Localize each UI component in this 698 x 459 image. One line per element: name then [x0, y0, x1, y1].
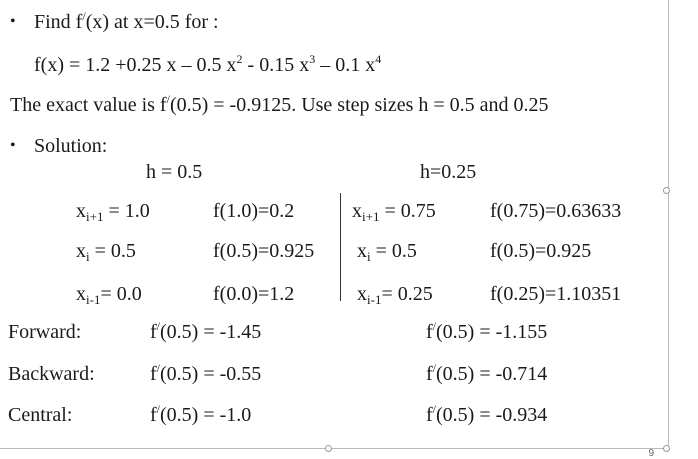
step-size-heading-2: h=0.25	[420, 161, 477, 183]
method-label-forward: Forward:	[8, 321, 82, 343]
forward-result-h1: f/(0.5) = -1.45	[150, 319, 262, 343]
backward-result-h2: f/(0.5) = -0.714	[426, 361, 548, 385]
x-value-cell: $x_{i-1}= 0.0$	[76, 283, 142, 307]
method-label-central: Central:	[8, 404, 73, 426]
central-result-h1: f/(0.5) = -1.0	[150, 402, 252, 426]
page-number: 9	[648, 448, 654, 459]
forward-result-h2: f/(0.5) = -1.155	[426, 319, 548, 343]
x-value-cell: $x_i = 0.5$	[357, 240, 417, 264]
x-value-cell: $x_{i+1} = 1.0$	[76, 200, 150, 224]
x-value-cell: $x_{i-1}= 0.25$	[357, 283, 433, 307]
step-size-heading-1: h = 0.5	[146, 161, 203, 183]
function-definition: f(x) = 1.2 +0.25 x – 0.5 $x^2 - 0.15$ $x^3 - 0.1$ $x^4$	[34, 52, 382, 76]
exact-value-line: The exact value is f/(0.5) = -0.9125. Use step sizes h = 0.5 and 0.25	[10, 92, 549, 116]
bullet-icon: •	[10, 13, 16, 30]
f-value-cell: f(0.25)=1.10351	[490, 283, 622, 305]
problem-statement: Find f/(x) at x=0.5 for :	[34, 9, 219, 33]
f-value-cell: f(0.5)=0.925	[490, 240, 592, 262]
resize-handle-corner[interactable]	[663, 445, 670, 452]
resize-handle-bottom[interactable]	[325, 445, 332, 452]
f-value-cell: f(0.0)=1.2	[213, 283, 295, 305]
f-value-cell: f(0.75)=0.63633	[490, 200, 622, 222]
x-value-cell: $x_i = 0.5$	[76, 240, 136, 264]
method-label-backward: Backward:	[8, 363, 95, 385]
f-value-cell: f(1.0)=0.2	[213, 200, 295, 222]
resize-handle-right[interactable]	[663, 187, 670, 194]
solution-label: Solution:	[34, 135, 108, 157]
central-result-h2: f/(0.5) = -0.934	[426, 402, 548, 426]
column-divider	[340, 193, 341, 301]
backward-result-h1: f/(0.5) = -0.55	[150, 361, 262, 385]
bullet-icon: •	[10, 137, 16, 154]
f-value-cell: f(0.5)=0.925	[213, 240, 315, 262]
x-value-cell: $x_{i+1} = 0.75$	[352, 200, 436, 224]
